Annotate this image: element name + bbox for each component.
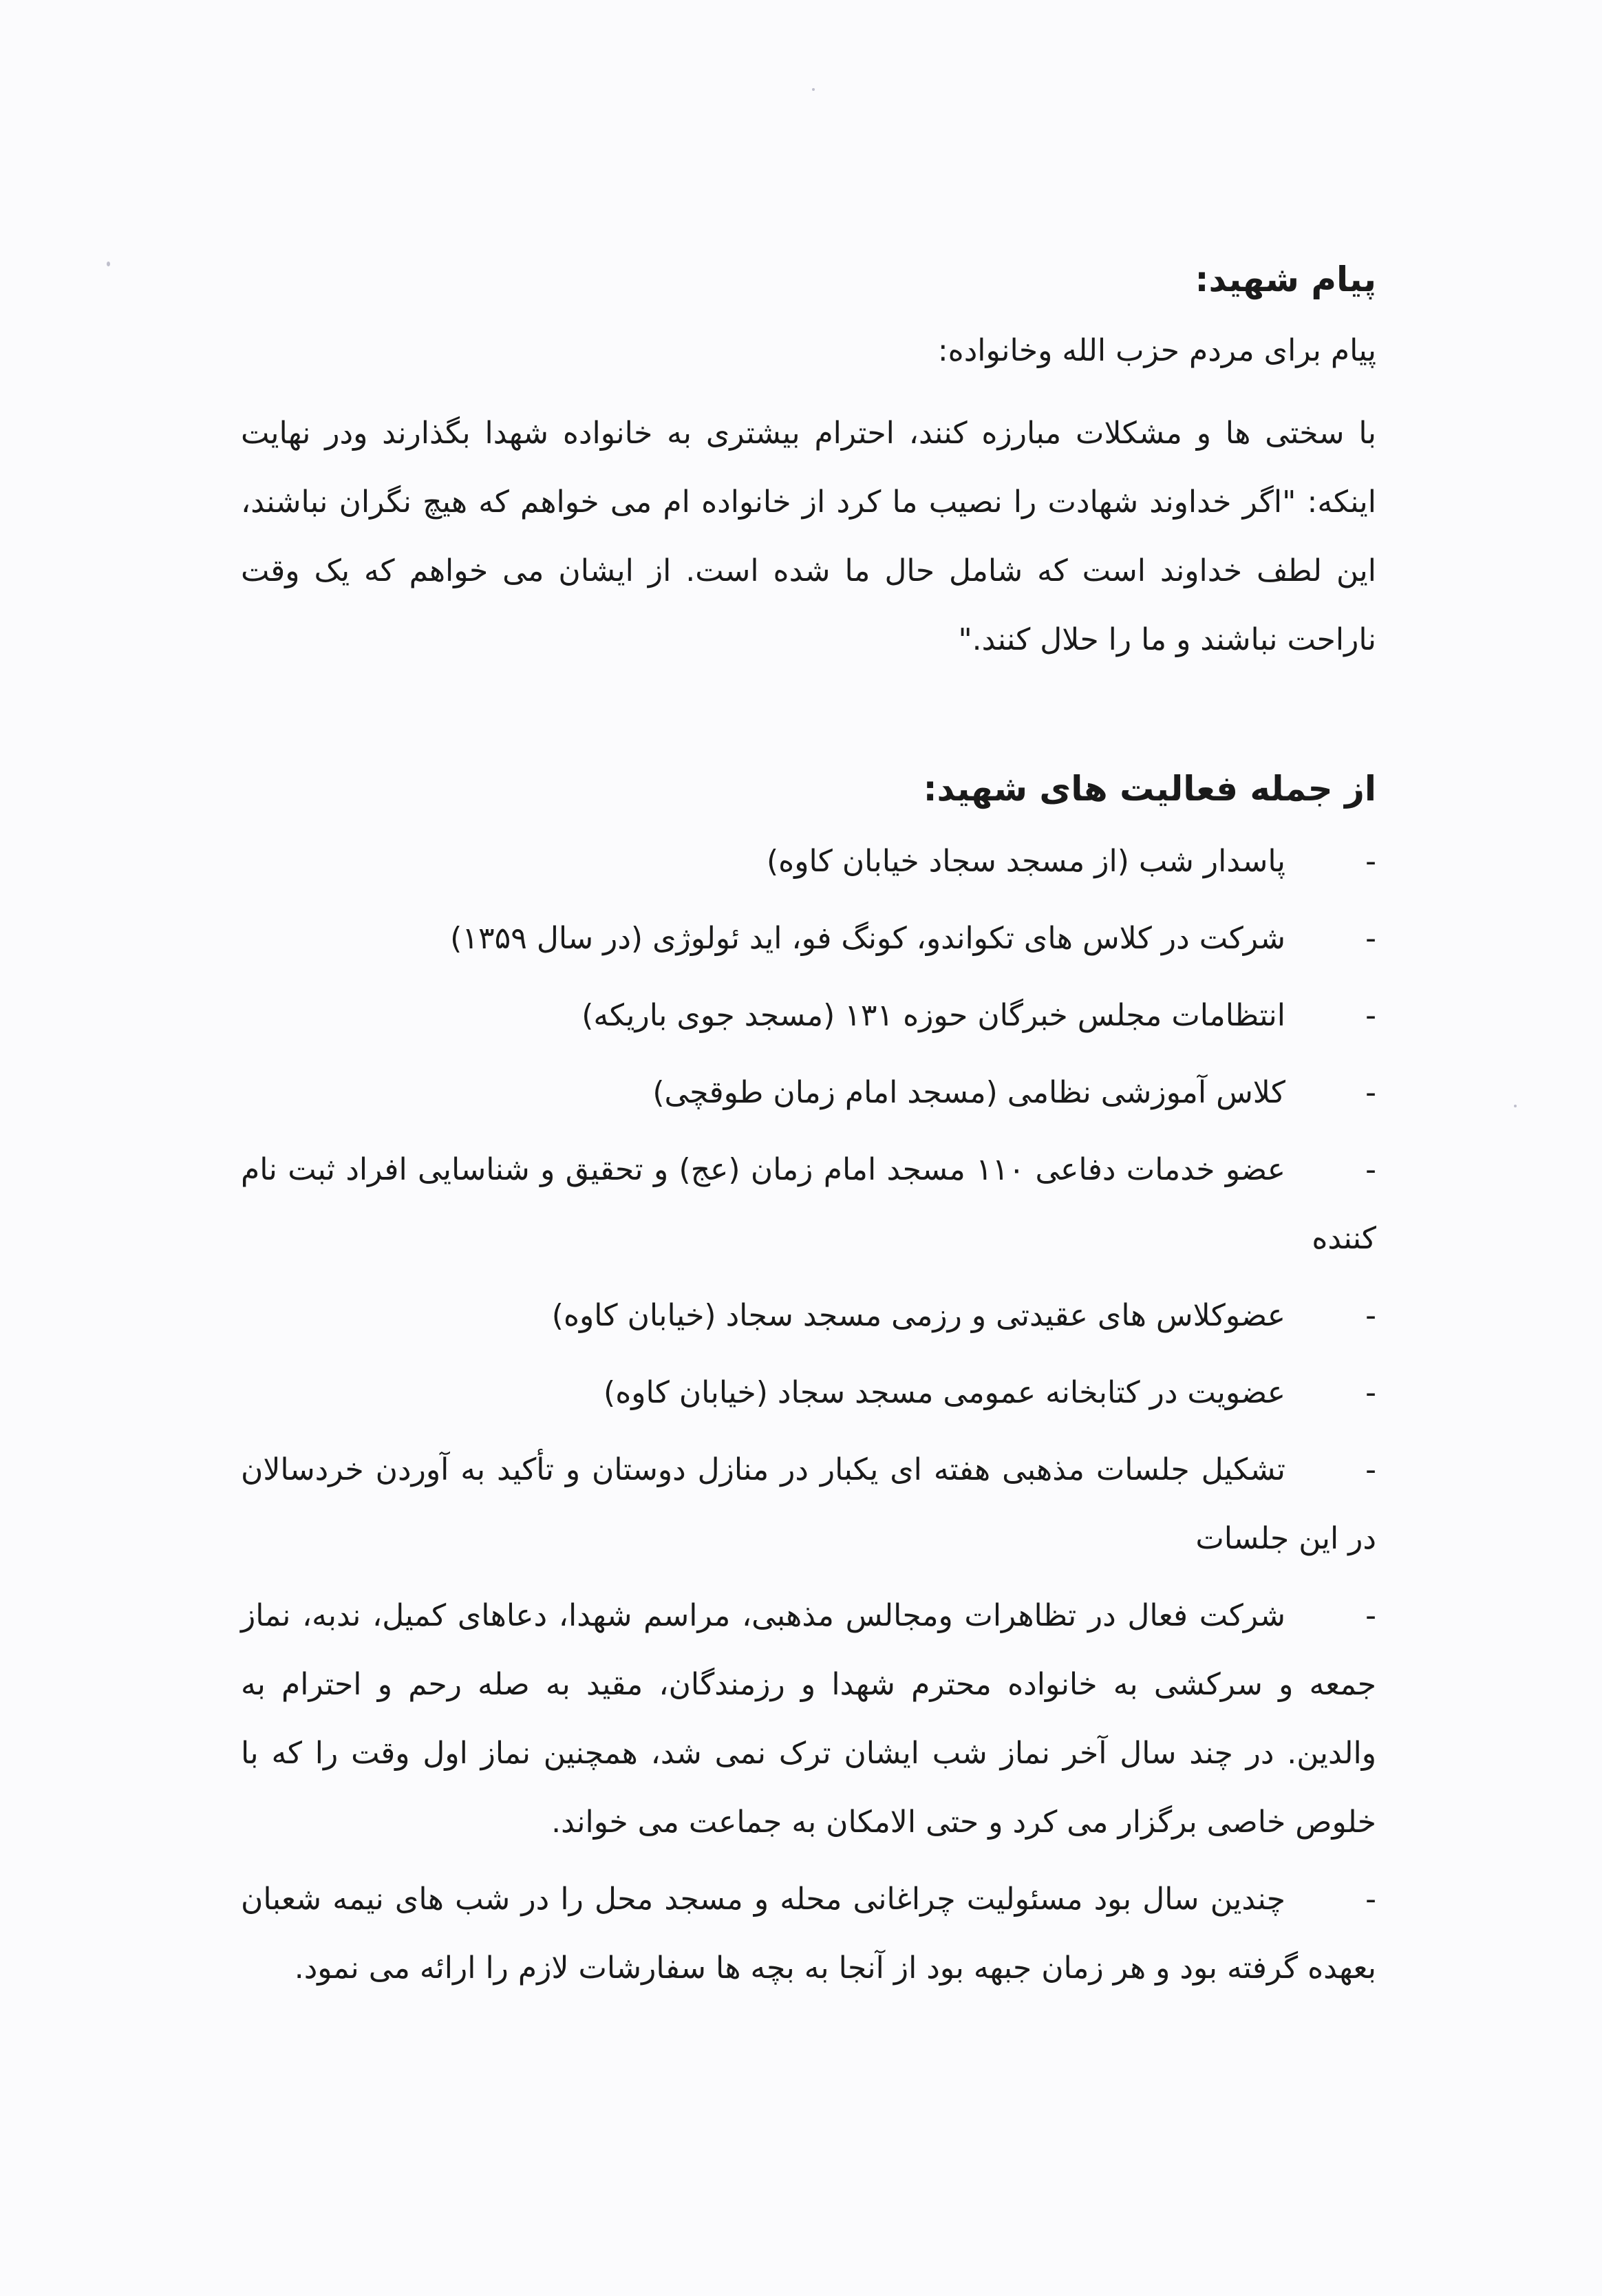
activity-text: شرکت فعال در تظاهرات ومجالس مذهبی، مراسم شهدا، دعاهای کمیل، ندبه، نماز جمعه و سرکشی به خانواده محترم شهدا و رزمندگان، مقید به صله رحم و احترام به والدین. در چند سال آخر نماز شب ایشان ترک نمی شد، همچنین نماز اول وقت را که با خلوص خاصی برگزار می کرد و حتی الامکان به جماعت می خواند. [241,1598,1376,1840]
list-bullet: - [1365,921,1376,956]
message-heading: پیام شهید: [1195,259,1376,299]
list-bullet: - [1365,1598,1376,1633]
activity-text: چندین سال بود مسئولیت چراغانی محله و مسجد محل را در شب های نیمه شعبان بعهده گرفته بود و هر زمان جبهه بود از آنجا به بچه ها سفارشات لازم را ارائه می نمود. [241,1882,1376,1986]
list-item [241,1359,1376,1427]
list-item [241,1282,1376,1350]
list-item [241,1582,1376,1857]
list-item [241,1136,1376,1273]
activity-text: کلاس آموزشی نظامی (مسجد امام زمان طوقچی) [652,1075,1285,1110]
list-item [241,981,1376,1050]
paper-speck [812,88,815,91]
message-body: با سختی ها و مشکلات مبارزه کنند، احترام بیشتری به خانواده شهدا بگذارند ودر نهایت اینکه: "اگر خداوند شهادت را نصیب ما کرد از خانواده ام می خواهم که هیچ نگران نباشند، این لطف خداوند است که شامل حال ما شده است. از ایشان می خواهم که یک وقت ناراحت نباشند و ما را حلال کنند." [241,416,1376,657]
document-page [241,255,1376,2011]
list-bullet: - [1365,998,1376,1033]
list-item [241,827,1376,896]
martyr-message-section [241,255,1376,674]
list-item [241,1436,1376,1573]
list-item [241,904,1376,973]
activity-text: تشکیل جلسات مذهبی هفته ای یکبار در منازل دوستان و تأکید به آوردن خردسالان در این جلسات [241,1452,1376,1556]
activity-text: پاسدار شب (از مسجد سجاد خیابان کاوه) [767,844,1285,879]
activity-text: عضوکلاس های عقیدتی و رزمی مسجد سجاد (خیابان کاوه) [551,1298,1285,1333]
list-bullet: - [1365,1075,1376,1110]
activity-text: عضویت در کتابخانه عمومی مسجد سجاد (خیابان کاوه) [604,1375,1285,1410]
list-bullet: - [1365,1298,1376,1333]
paper-speck [107,262,110,266]
activity-text: شرکت در کلاس های تکواندو، کونگ فو، اید ئولوژی (در سال ۱۳۵۹) [450,921,1285,956]
list-bullet: - [1365,1882,1376,1917]
activity-text: انتظامات مجلس خبرگان حوزه ۱۳۱ (مسجد جوی باریکه) [581,998,1285,1033]
activities-list [241,827,1376,2003]
activity-text: عضو خدمات دفاعی ۱۱۰ مسجد امام زمان (عج) و تحقیق و شناسایی افراد ثبت نام کننده [241,1152,1376,1256]
paper-speck [1514,1105,1517,1107]
list-item [241,1865,1376,2003]
activities-section [241,764,1376,2003]
list-bullet: - [1365,1452,1376,1487]
list-bullet: - [1365,1375,1376,1410]
list-bullet: - [1365,1152,1376,1187]
list-bullet: - [1365,844,1376,879]
message-subtitle: پیام برای مردم حزب الله وخانواده: [937,333,1376,368]
list-item [241,1059,1376,1127]
activities-heading: از جمله فعالیت های شهید: [923,769,1376,809]
